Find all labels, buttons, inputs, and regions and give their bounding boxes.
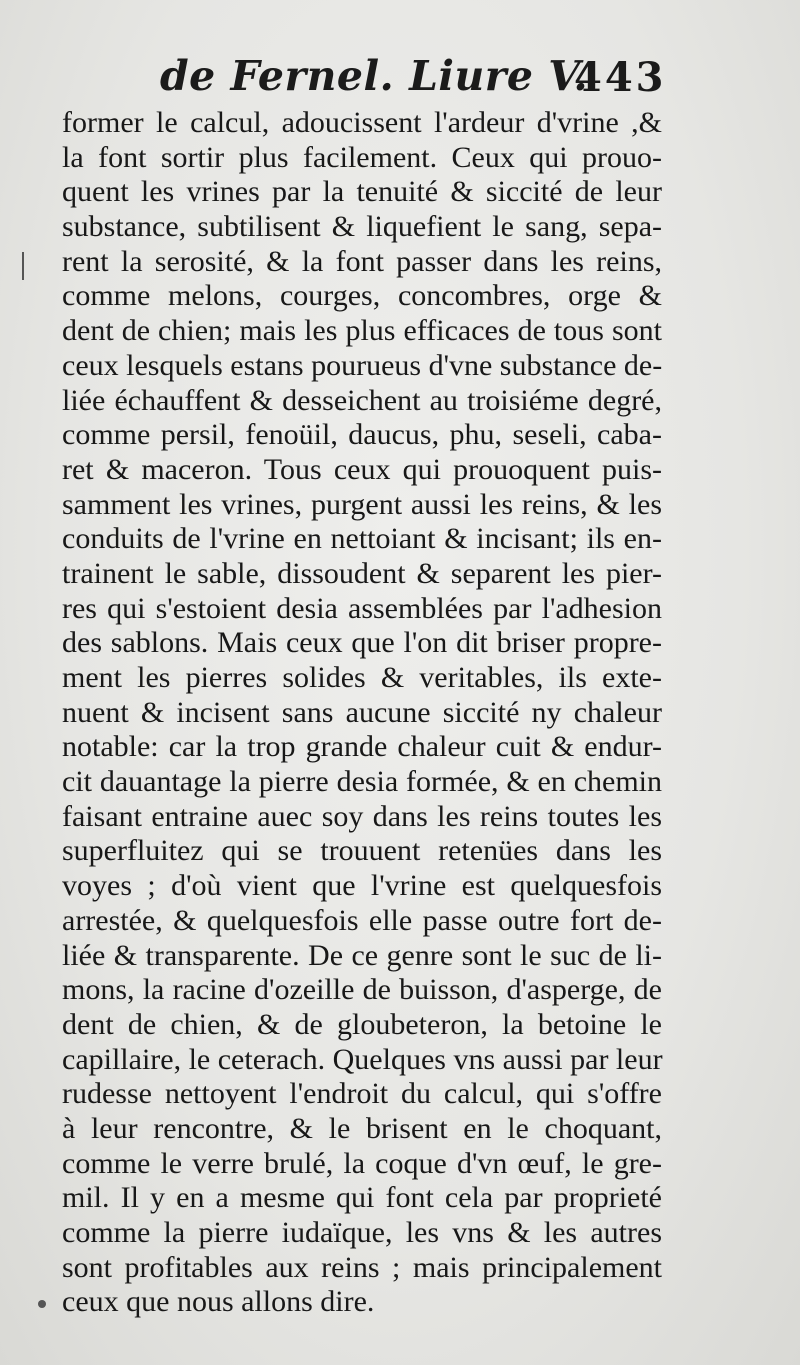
- text-line: comme melons, courges, concombres, orge &: [62, 279, 662, 313]
- text-line: ceux que nous allons dire.: [62, 1285, 375, 1319]
- text-line: notable: car la trop grande chaleur cuit & endur-: [62, 730, 662, 764]
- text-line: des sablons. Mais ceux que l'on dit briser propre-: [62, 626, 662, 660]
- text-line: voyes ; d'où vient que l'vrine est quelquesfois: [62, 869, 662, 903]
- text-line: liée échauffent & desseichent au troisiéme degré,: [62, 383, 662, 417]
- text-line: dent de chien; mais les plus efficaces de tous sont: [62, 314, 662, 348]
- text-line: à leur rencontre, & le brisent en le choquant,: [62, 1111, 662, 1145]
- body-text: [62, 106, 662, 1320]
- text-line: cit dauantage la pierre desia formée, & en chemin: [62, 765, 662, 799]
- text-line: arrestée, & quelquesfois elle passe outre fort de-: [62, 903, 662, 937]
- page-number: 443: [574, 54, 667, 101]
- text-line: rudesse nettoyent l'endroit du calcul, qui s'offre: [62, 1077, 662, 1111]
- text-line: comme persil, fenoüil, daucus, phu, seseli, caba-: [62, 418, 662, 452]
- text-line: rent la serosité, & la font passer dans les reins,: [62, 244, 662, 278]
- margin-dot: [38, 1300, 46, 1308]
- text-line: substance, subtilisent & liquefient le sang, sepa-: [62, 210, 662, 244]
- text-line: comme la pierre iudaïque, les vns & les autres: [62, 1216, 662, 1249]
- text-line: nuent & incisent sans aucune siccité ny chaleur: [62, 695, 662, 729]
- text-line: faisant entraine auec soy dans les reins toutes les: [62, 799, 662, 833]
- text-line: ment les pierres solides & veritables, ils exte-: [62, 661, 662, 694]
- text-line: mil. Il y en a mesme qui font cela par proprieté: [62, 1181, 662, 1215]
- text-line: dent de chien, & de gloubeteron, la betoine le: [62, 1007, 662, 1041]
- text-line: liée & transparente. De ce genre sont le suc de li-: [62, 938, 662, 972]
- margin-mark: [22, 252, 24, 280]
- text-line: ceux lesquels estans pourueus d'vne substance de-: [62, 348, 663, 382]
- page-header: [0, 52, 800, 112]
- text-line: quent les vrines par la tenuité & siccité de leur: [62, 175, 662, 209]
- text-line: samment les vrines, purgent aussi les reins, & les: [62, 487, 662, 521]
- text-line: sont profitables aux reins ; mais principalement: [62, 1250, 662, 1284]
- text-line: comme le verre brulé, la coque d'vn œuf, le gre-: [62, 1146, 662, 1180]
- text-line: conduits de l'vrine en nettoiant & incisant; ils en-: [62, 522, 662, 556]
- text-line: mons, la racine d'ozeille de buisson, d'asperge, de: [62, 973, 662, 1007]
- text-line: res qui s'estoient desia assemblées par l'adhesion: [62, 591, 662, 625]
- text-line: superfluitez qui se trouuent retenües dans les: [62, 834, 662, 868]
- text-line: former le calcul, adoucissent l'ardeur d'vrine ,&: [62, 106, 662, 139]
- text-line: trainent le sable, dissoudent & separent les pier-: [62, 556, 662, 590]
- text-line: capillaire, le ceterach. Quelques vns aussi par leur: [62, 1042, 663, 1076]
- running-title: de Fernel. Liure V.: [160, 52, 589, 100]
- text-line: ret & maceron. Tous ceux qui prouoquent puis-: [62, 452, 662, 486]
- text-line: la font sortir plus facilement. Ceux qui prouo-: [62, 140, 662, 174]
